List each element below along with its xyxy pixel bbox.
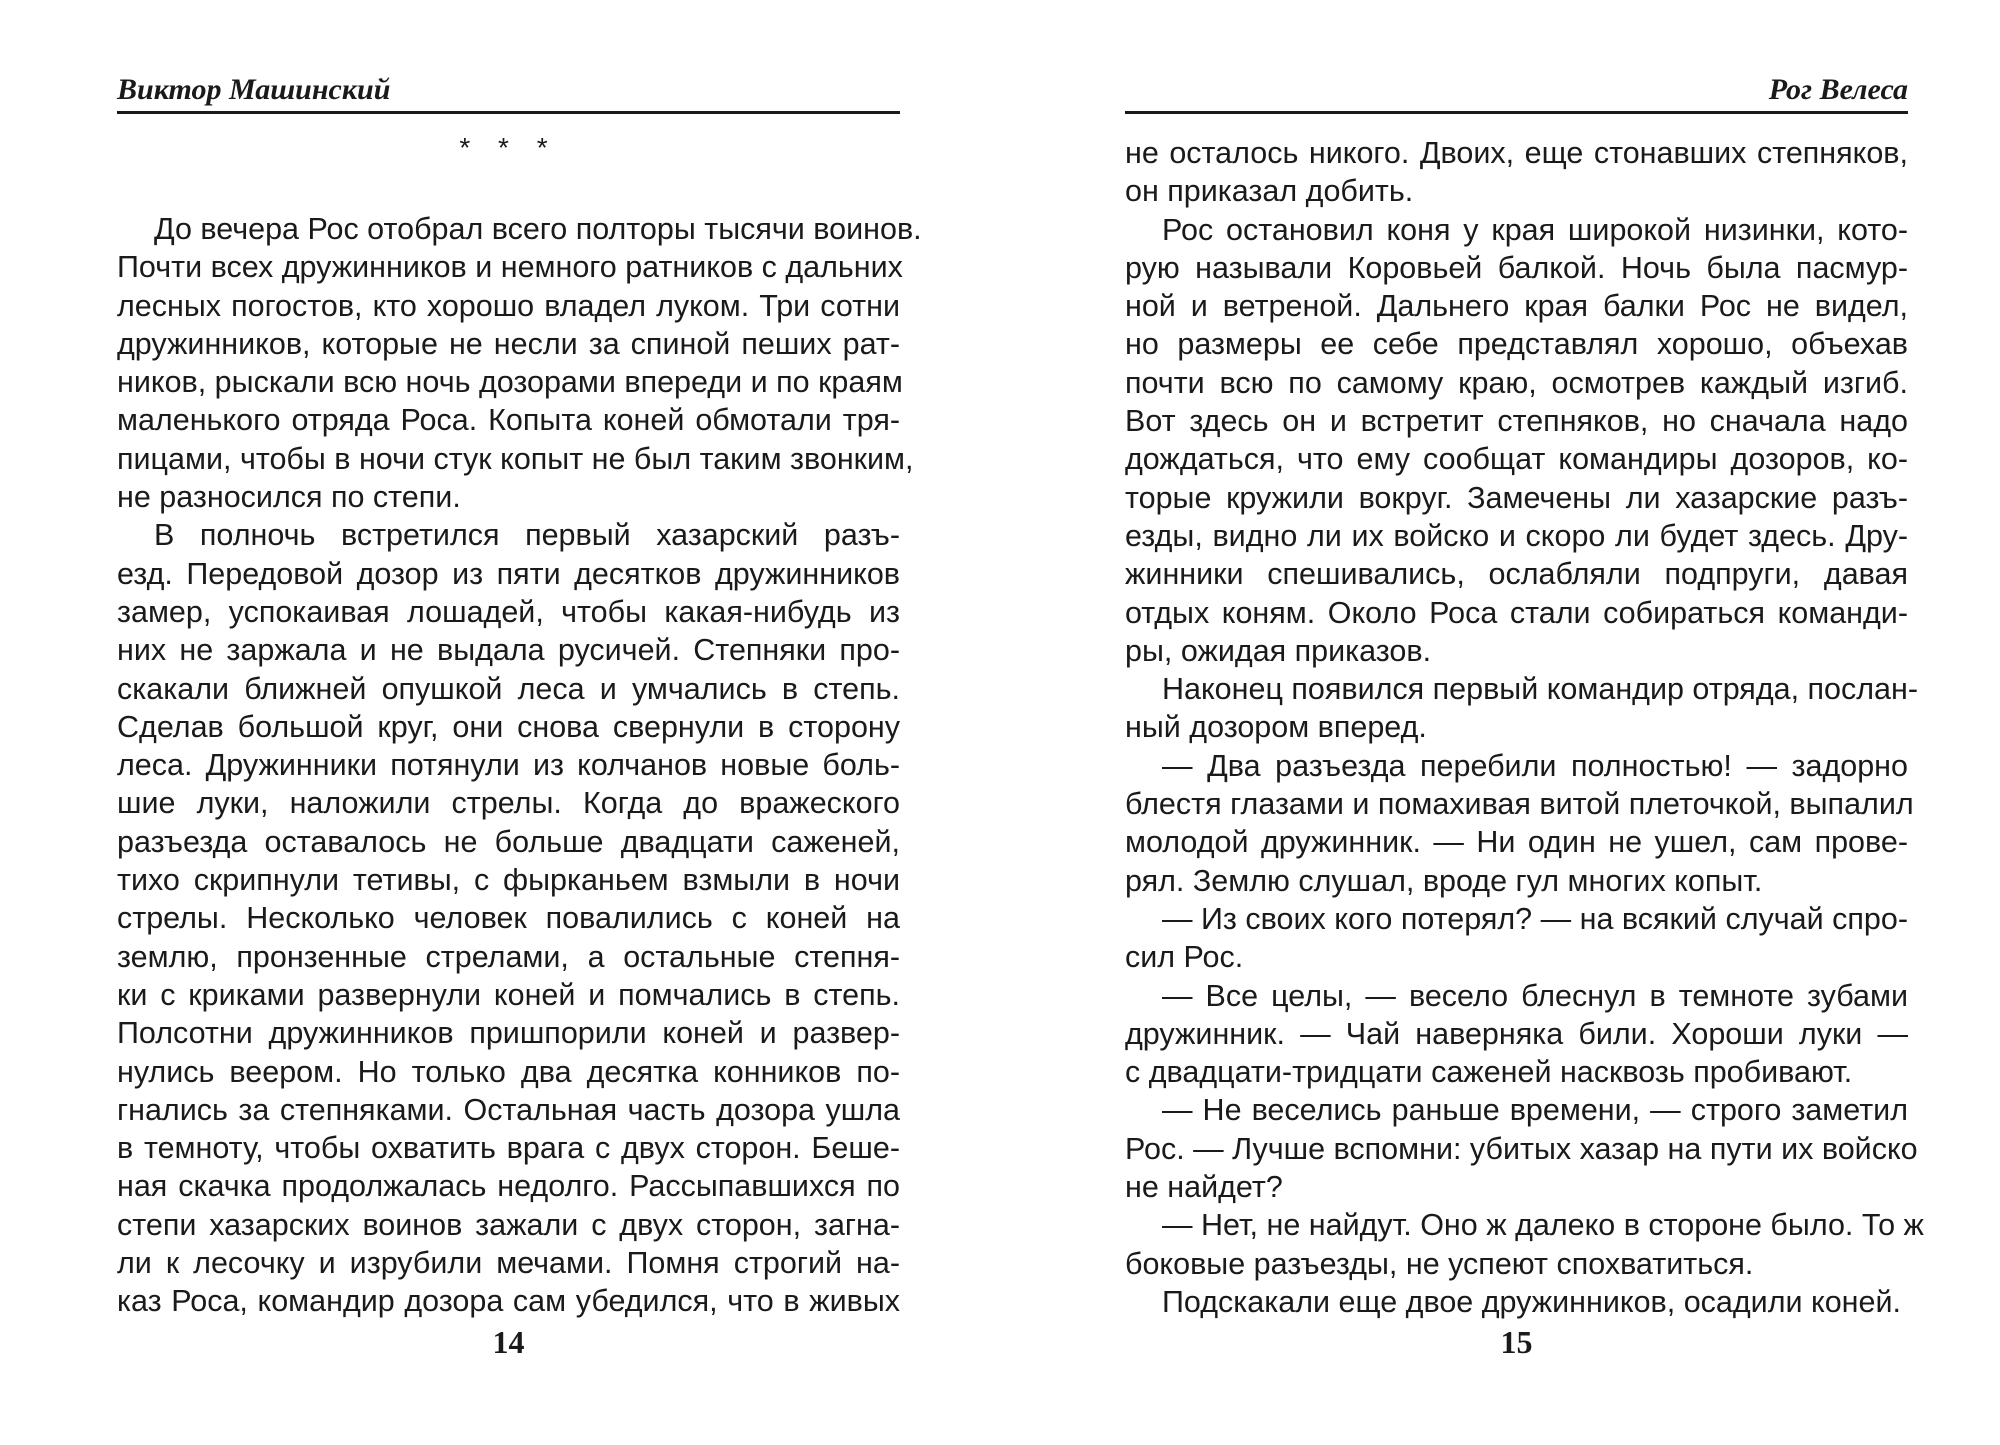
text-line: но размеры ее себе представлял хорошо, объехав (1125, 327, 1908, 362)
text-line: землю, пронзенные стрелами, а остальные степня- (117, 939, 900, 974)
text-line: Наконец появился первый командир отряда, послан- (1162, 672, 1919, 707)
text-line: нулись веером. Но только два десятка конников по- (117, 1054, 900, 1089)
text-line: он приказал добить. (1125, 174, 1414, 209)
page-number: 14 (492, 1324, 525, 1360)
text-line: в темноту, чтобы охватить врага с двух сторон. Беше- (117, 1131, 900, 1166)
text-line: дружинник. — Чай наверняка били. Хороши луки — (1125, 1016, 1908, 1051)
header-rule (1125, 111, 1908, 114)
text-line: молодой дружинник. — Ни один не ушел, сам прове- (1125, 825, 1908, 860)
text-line: езды, видно ли их войско и скоро ли будет здесь. Дру- (1125, 518, 1908, 553)
text-line: Сделав большой круг, они снова свернули в сторону (117, 709, 900, 744)
text-line: ников, рыскали всю ночь дозорами впереди и по краям (117, 365, 903, 400)
text-line: дождаться, что ему сообщат командиры дозоров, ко- (1125, 442, 1908, 477)
text-line: Почти всех дружинников и немного ратников с дальних (117, 250, 903, 285)
text-line: Подскакали еще двое дружинников, осадили коней. (1162, 1284, 1901, 1319)
text-line: боковые разъезды, не успеют спохватиться. (1125, 1246, 1754, 1281)
text-line: тихо скрипнули тетивы, с фырканьем взмыли в ночи (117, 863, 900, 898)
body-text (117, 210, 922, 1321)
text-line: дружинников, которые не несли за спиной пеших рат- (117, 326, 900, 361)
text-line: стрелы. Несколько человек повалились с коней на (117, 901, 900, 936)
text-line: не разносился по степи. (117, 480, 461, 515)
text-line: Рос остановил коня у края широкой низинки, кото- (1162, 212, 1908, 247)
text-line: В полночь встретился первый хазарский разъ- (154, 518, 900, 553)
text-line: не найдет? (1125, 1170, 1283, 1205)
body-text (1125, 134, 1924, 1321)
text-line: рял. Землю слушал, вроде гул многих копыт. (1125, 863, 1763, 898)
text-line: блестя глазами и помахивая витой плеточкой, выпалил (1125, 787, 1914, 822)
text-line: ли к лесочку и изрубили мечами. Помня строгий на- (117, 1246, 900, 1281)
text-line: замер, успокаивая лошадей, чтобы какая-нибудь из (117, 594, 900, 629)
text-line: — Два разъезда перебили полностью! — задорно (1162, 748, 1908, 783)
text-line: гнались за степняками. Остальная часть дозора ушла (117, 1092, 900, 1127)
text-line: ры, ожидая приказов. (1125, 633, 1432, 668)
text-line: — Из своих кого потерял? — на всякий случай спро- (1162, 901, 1908, 936)
text-line: с двадцати-тридцати саженей насквозь пробивают. (1125, 1055, 1853, 1090)
text-line: езд. Передовой дозор из пяти десятков дружинников (117, 556, 900, 591)
section-break: * * * (459, 132, 558, 163)
text-line: ной и ветреной. Дальнего края балки Рос не видел, (1125, 289, 1908, 324)
text-line: торые кружили вокруг. Замечены ли хазарские разъ- (1125, 480, 1908, 515)
text-line: лесных погостов, кто хорошо владел луком. Три сотни (117, 288, 900, 323)
text-line: отдых коням. Около Роса стали собираться команди- (1125, 595, 1908, 630)
text-line: ки с криками развернули коней и помчались в степь. (117, 977, 900, 1012)
header-rule (117, 111, 900, 114)
text-line: рую называли Коровьей балкой. Ночь была пасмур- (1125, 250, 1908, 285)
text-line: скакали ближней опушкой леса и умчались в степь. (117, 671, 900, 706)
text-line: пицами, чтобы в ночи стук копыт не был таким звонким, (117, 441, 914, 476)
text-line: шие луки, наложили стрелы. Когда до вражеского (117, 786, 900, 821)
text-line: — Не веселись раньше времени, — строго заметил (1162, 1093, 1908, 1128)
text-line: Полсотни дружинников пришпорили коней и развер- (117, 1016, 900, 1051)
text-line: сил Рос. (1125, 940, 1244, 975)
text-line: маленького отряда Роса. Копыта коней обмотали тря- (117, 403, 900, 438)
text-line: До вечера Рос отобрал всего полторы тысячи воинов. (154, 212, 922, 246)
running-head-author: Виктор Машинский (117, 73, 391, 106)
text-line: — Нет, не найдут. Оно ж далеко в стороне было. То ж (1162, 1208, 1924, 1243)
text-line: не осталось никого. Двоих, еще стонавших степняков, (1125, 136, 1908, 170)
text-line: каз Роса, командир дозора сам убедился, что в живых (117, 1284, 900, 1319)
text-line: леса. Дружинники потянули из колчанов новые боль- (117, 748, 900, 783)
text-line: Рос. — Лучше вспомни: убитых хазар на пути их войско (1125, 1131, 1918, 1166)
right-page (1125, 0, 1924, 1445)
text-line: почти всю по самому краю, осмотрев каждый изгиб. (1125, 365, 1908, 400)
text-line: жинники спешивались, ослабляли подпруги, давая (1125, 557, 1908, 592)
left-page (117, 0, 922, 1445)
text-line: ный дозором вперед. (1125, 710, 1427, 745)
text-line: степи хазарских воинов зажали с двух сторон, загна- (117, 1207, 900, 1242)
text-line: разъезда оставалось не больше двадцати саженей, (117, 824, 900, 859)
text-line: Вот здесь он и встретит степняков, но сначала надо (1125, 404, 1908, 439)
text-line: них не заржала и не выдала русичей. Степняки про- (117, 633, 900, 668)
text-line: ная скачка продолжалась недолго. Рассыпавшихся по (117, 1169, 900, 1204)
text-line: — Все целы, — весело блеснул в темноте зубами (1162, 978, 1908, 1013)
running-head-title: Рог Велеса (1768, 73, 1908, 106)
page-number: 15 (1500, 1324, 1533, 1360)
